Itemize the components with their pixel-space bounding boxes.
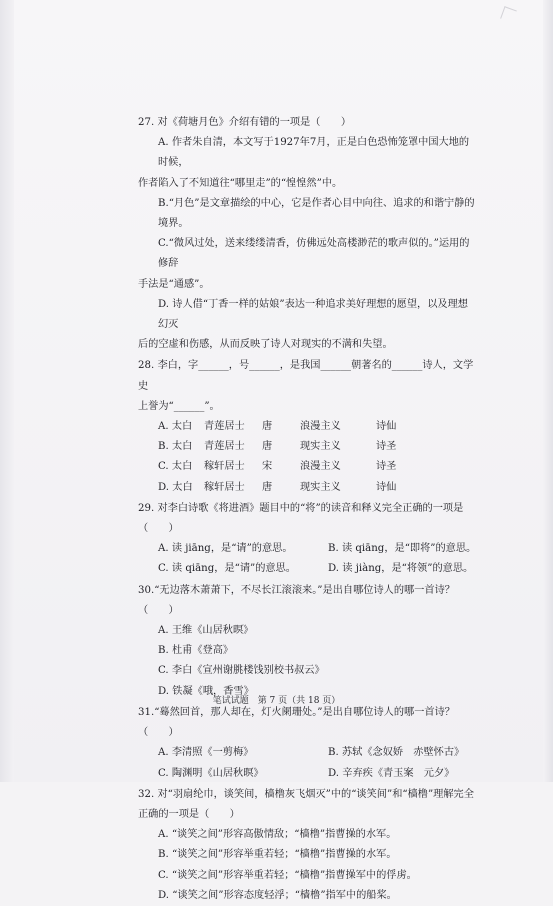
question-27-option-c-line2: 手法是“通感”。 [138, 278, 210, 290]
question-29-option-d: D. 读 jiàng，是“将领”的意思。 [328, 563, 474, 575]
question-32-option-b: B. “谈笑之间”形容举重若轻；“樯橹”指曹操的水军。 [158, 849, 397, 861]
cell: A. 太白 [158, 421, 193, 433]
cell: 唐 [262, 481, 273, 493]
question-27-option-b: B.“月色”是文章描绘的中心，它是作者心目中向往、追求的和谐宁静的境界。 [158, 197, 475, 230]
cell: 诗圣 [376, 441, 397, 453]
question-30-option-b: B. 杜甫《登高》 [158, 645, 234, 657]
question-29-option-c: C. 读 qiāng，是“请”的意思。 [158, 563, 296, 575]
cell: 唐 [262, 421, 273, 433]
cell: 青莲居士 [204, 421, 245, 433]
question-27 [138, 113, 478, 355]
question-32-option-d: D. “谈笑之间”形容态度轻浮；“樯橹”指军中的船桨。 [158, 889, 397, 901]
question-27-option-d-line2: 后的空虚和伤感，从而反映了诗人对现实的不满和失望。 [138, 339, 393, 351]
question-content [138, 112, 478, 906]
question-31-option-d: D. 辛弃疾《青玉案 元夕》 [328, 767, 455, 779]
question-32-option-a: A. “谈笑之间”形容高傲情敌；“樯橹”指曹操的水军。 [158, 829, 397, 841]
cell: 现实主义 [300, 441, 341, 453]
question-32 [138, 785, 478, 906]
scan-edge-left [0, 0, 14, 782]
question-27-option-a-line2: 作者陷入了不知道往“哪里走”的“惶惶然”中。 [138, 177, 343, 189]
cell: 诗仙 [376, 421, 397, 433]
question-30-option-c: C. 李白《宣州谢朓楼饯别校书叔云》 [158, 665, 325, 677]
scan-edge-right [543, 0, 553, 782]
question-29 [138, 499, 478, 580]
question-32-option-c: C. “谈笑之间”形容举重若轻；“樯橹”指曹操军中的俘虏。 [158, 869, 417, 881]
question-28-option-a [138, 417, 478, 437]
question-28 [138, 356, 478, 497]
question-31-options-row2 [138, 764, 478, 784]
question-31 [138, 703, 478, 784]
question-28-stem-line2: 上誉为“______”。 [138, 400, 220, 412]
cell: 青莲居士 [204, 441, 245, 453]
question-29-option-a: A. 读 jiāng，是“请”的意思。 [158, 543, 293, 555]
question-31-stem: 31.“蓦然回首，那人却在，灯火阑珊处。”是出自哪位诗人的哪一首诗？（ ） [138, 706, 455, 739]
question-30-option-d: D. 铁凝《哦，香雪》 [158, 685, 254, 697]
cell: 诗圣 [376, 461, 397, 473]
question-28-stem-line1: 28. 李白，字______，号______，是我国______朝著名的______诗人，文学史 [138, 360, 474, 392]
question-29-stem: 29. 对李白诗歌《将进酒》题目中的“将”的读音和释义完全正确的一项是（ ） [138, 502, 464, 535]
cell: 宋 [262, 461, 273, 473]
cell: 现实主义 [300, 481, 341, 493]
cell: D. 太白 [158, 481, 193, 493]
question-28-option-c [138, 457, 478, 477]
question-27-option-c-line1: C.“微风过处，送来缕缕清香，仿佛远处高楼渺茫的歌声似的。”运用的修辞 [158, 238, 470, 270]
page-footer: 笔试试题 第 7 页（共 18 页） [212, 696, 341, 706]
question-30-stem: 30.“无边落木萧萧下，不尽长江滚滚来。”是出自哪位诗人的哪一首诗？（ ） [138, 584, 455, 616]
scan-mark [500, 6, 517, 23]
question-29-option-b: B. 读 qiāng，是“即将”的意思。 [328, 543, 477, 555]
question-29-options-row1 [138, 539, 478, 559]
question-31-options-row1 [138, 743, 478, 763]
question-31-option-c: C. 陶渊明《山居秋暝》 [158, 767, 264, 779]
question-32-stem-line2: 正确的一项是（ ） [138, 808, 240, 820]
cell: 稼轩居士 [204, 481, 245, 493]
cell: 诗仙 [376, 481, 397, 493]
question-30 [138, 581, 478, 702]
cell: 浪漫主义 [300, 461, 341, 473]
cell: 稼轩居士 [204, 461, 245, 473]
question-29-options-row2 [138, 559, 478, 579]
question-27-stem: 27. 对《荷塘月色》介绍有错的一项是（ ） [138, 117, 352, 128]
question-27-option-a-line1: A. 作者朱自清，本文写于1927年7月，正是白色恐怖笼罩中国大地的时候， [158, 137, 470, 169]
question-32-stem-line1: 32. 对“羽扇纶巾，谈笑间，樯橹灰飞烟灭”中的“谈笑间”和“樯橹”理解完全 [138, 788, 474, 800]
question-28-option-b [138, 437, 478, 457]
cell: 唐 [262, 441, 273, 453]
question-30-option-a: A. 王维《山居秋暝》 [158, 625, 254, 637]
question-31-option-b: B. 苏轼《念奴娇 赤壁怀古》 [328, 747, 465, 759]
question-31-option-a: A. 李清照《一剪梅》 [158, 747, 254, 759]
cell: 浪漫主义 [300, 421, 341, 433]
question-27-option-d-line1: D. 诗人借“丁香一样的姑娘”表达一种追求美好理想的愿望，以及理想幻灭 [158, 298, 468, 331]
question-28-option-d [138, 478, 478, 498]
cell: B. 太白 [158, 441, 193, 453]
cell: C. 太白 [158, 461, 193, 473]
